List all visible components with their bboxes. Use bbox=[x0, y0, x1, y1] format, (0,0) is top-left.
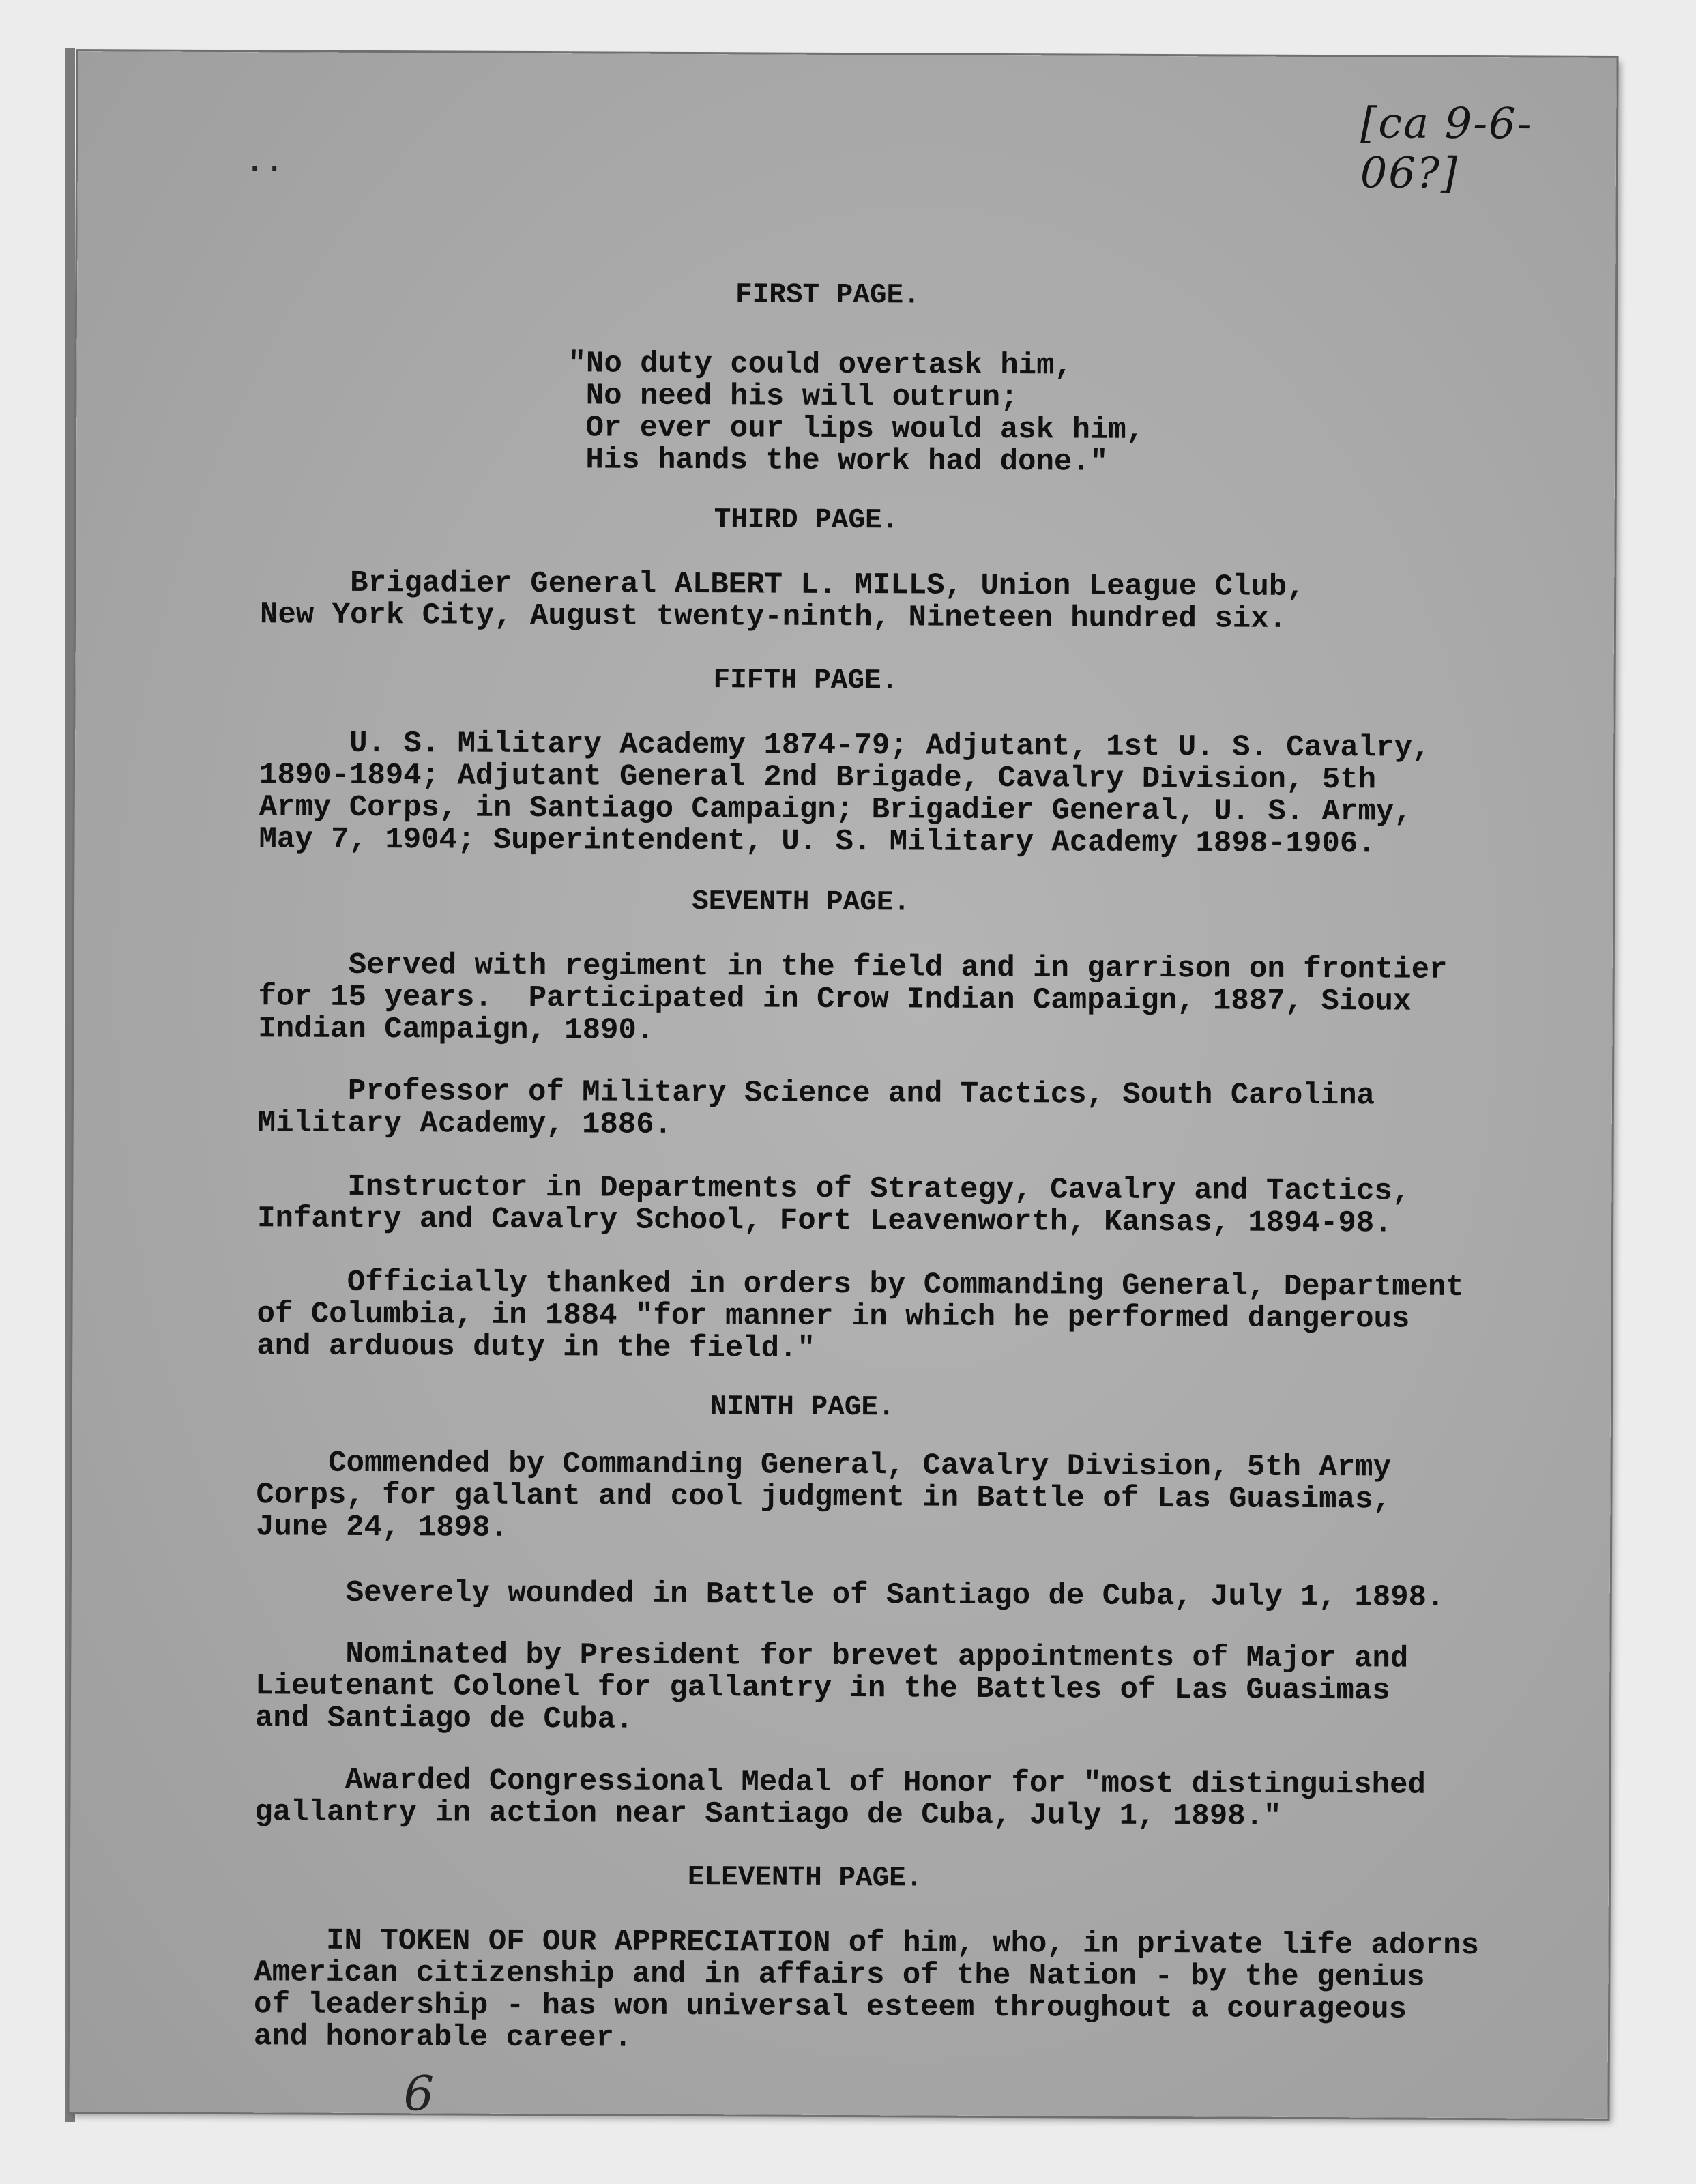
paragraph-commended: Commended by Commanding General, Cavalry Division, 5th Army Corps, for gallant and cool judgment in Battle of Las Guasimas, June 24, 1898. bbox=[256, 1446, 1392, 1545]
handwritten-page-number: 6 bbox=[403, 2065, 435, 2122]
paragraph-wounded: Severely wounded in Battle of Santiago de Cuba, July 1, 1898. bbox=[255, 1575, 1445, 1615]
paragraph-nominated: Nominated by President for brevet appointments of Major and Lieutenant Colonel for gallantry in the Battles of Las Guasimas and Santiago de Cuba. bbox=[254, 1637, 1409, 1737]
verse-first-page: "No duty could overtask him, No need his will outrun; Or ever our lips would ask him, His hands the work had done." bbox=[567, 347, 1145, 480]
paragraph-appreciation: IN TOKEN OF OUR APPRECIATION of him, who, in private life adorns American citizenship and in affairs of the Nation - by the genius of leadership - has won universal esteem throughout a courageous and honorable career. bbox=[253, 1923, 1480, 2056]
text-third-page: Brigadier General ALBERT L. MILLS, Union League Club, New York City, August twenty-ninth, Nineteen hundred six. bbox=[259, 566, 1305, 637]
paragraph-professor: Professor of Military Science and Tactics, South Carolina Military Academy, 1886. bbox=[257, 1074, 1375, 1142]
heading-fifth-page: FIFTH PAGE. bbox=[713, 665, 898, 697]
handwritten-date-annotation: [ca 9-6-06?] bbox=[1360, 98, 1533, 198]
heading-seventh-page: SEVENTH PAGE. bbox=[692, 886, 911, 919]
heading-ninth-page: NINTH PAGE. bbox=[710, 1391, 895, 1424]
paragraph-served: Served with regiment in the field and in garrison on frontier for 15 years. Participated in Crow Indian Campaign, 1887, Sioux Indian Campaign, 1890. bbox=[258, 948, 1448, 1048]
text-fifth-page: U. S. Military Academy 1874-79; Adjutant, 1st U. S. Cavalry, 1890-1894; Adjutant General 2nd Brigade, Cavalry Division, 5th Army Corps, in Santiago Campaign; Brigadier General, U. S. Army, May 7, 1904; Superintendent, U. S. Military Academy 1898-1906. bbox=[259, 726, 1431, 862]
heading-first-page: FIRST PAGE. bbox=[735, 279, 920, 312]
paragraph-medal-of-honor: Awarded Congressional Medal of Honor for "most distinguished gallantry in action near Santiago de Cuba, July 1, 1898." bbox=[254, 1763, 1426, 1834]
paragraph-instructor: Instructor in Departments of Strategy, Cavalry and Tactics, Infantry and Cavalry School, Fort Leavenworth, Kansas, 1894-98. bbox=[257, 1169, 1411, 1241]
heading-third-page: THIRD PAGE. bbox=[714, 504, 899, 537]
heading-eleventh-page: ELEVENTH PAGE. bbox=[687, 1862, 923, 1895]
paragraph-officially-thanked: Officially thanked in orders by Commanding General, Department of Columbia, in 1884 "for manner in which he performed dangerous and arduous duty in the field." bbox=[257, 1265, 1464, 1366]
document-page bbox=[69, 51, 1616, 2122]
corner-mark: .. bbox=[244, 141, 284, 179]
